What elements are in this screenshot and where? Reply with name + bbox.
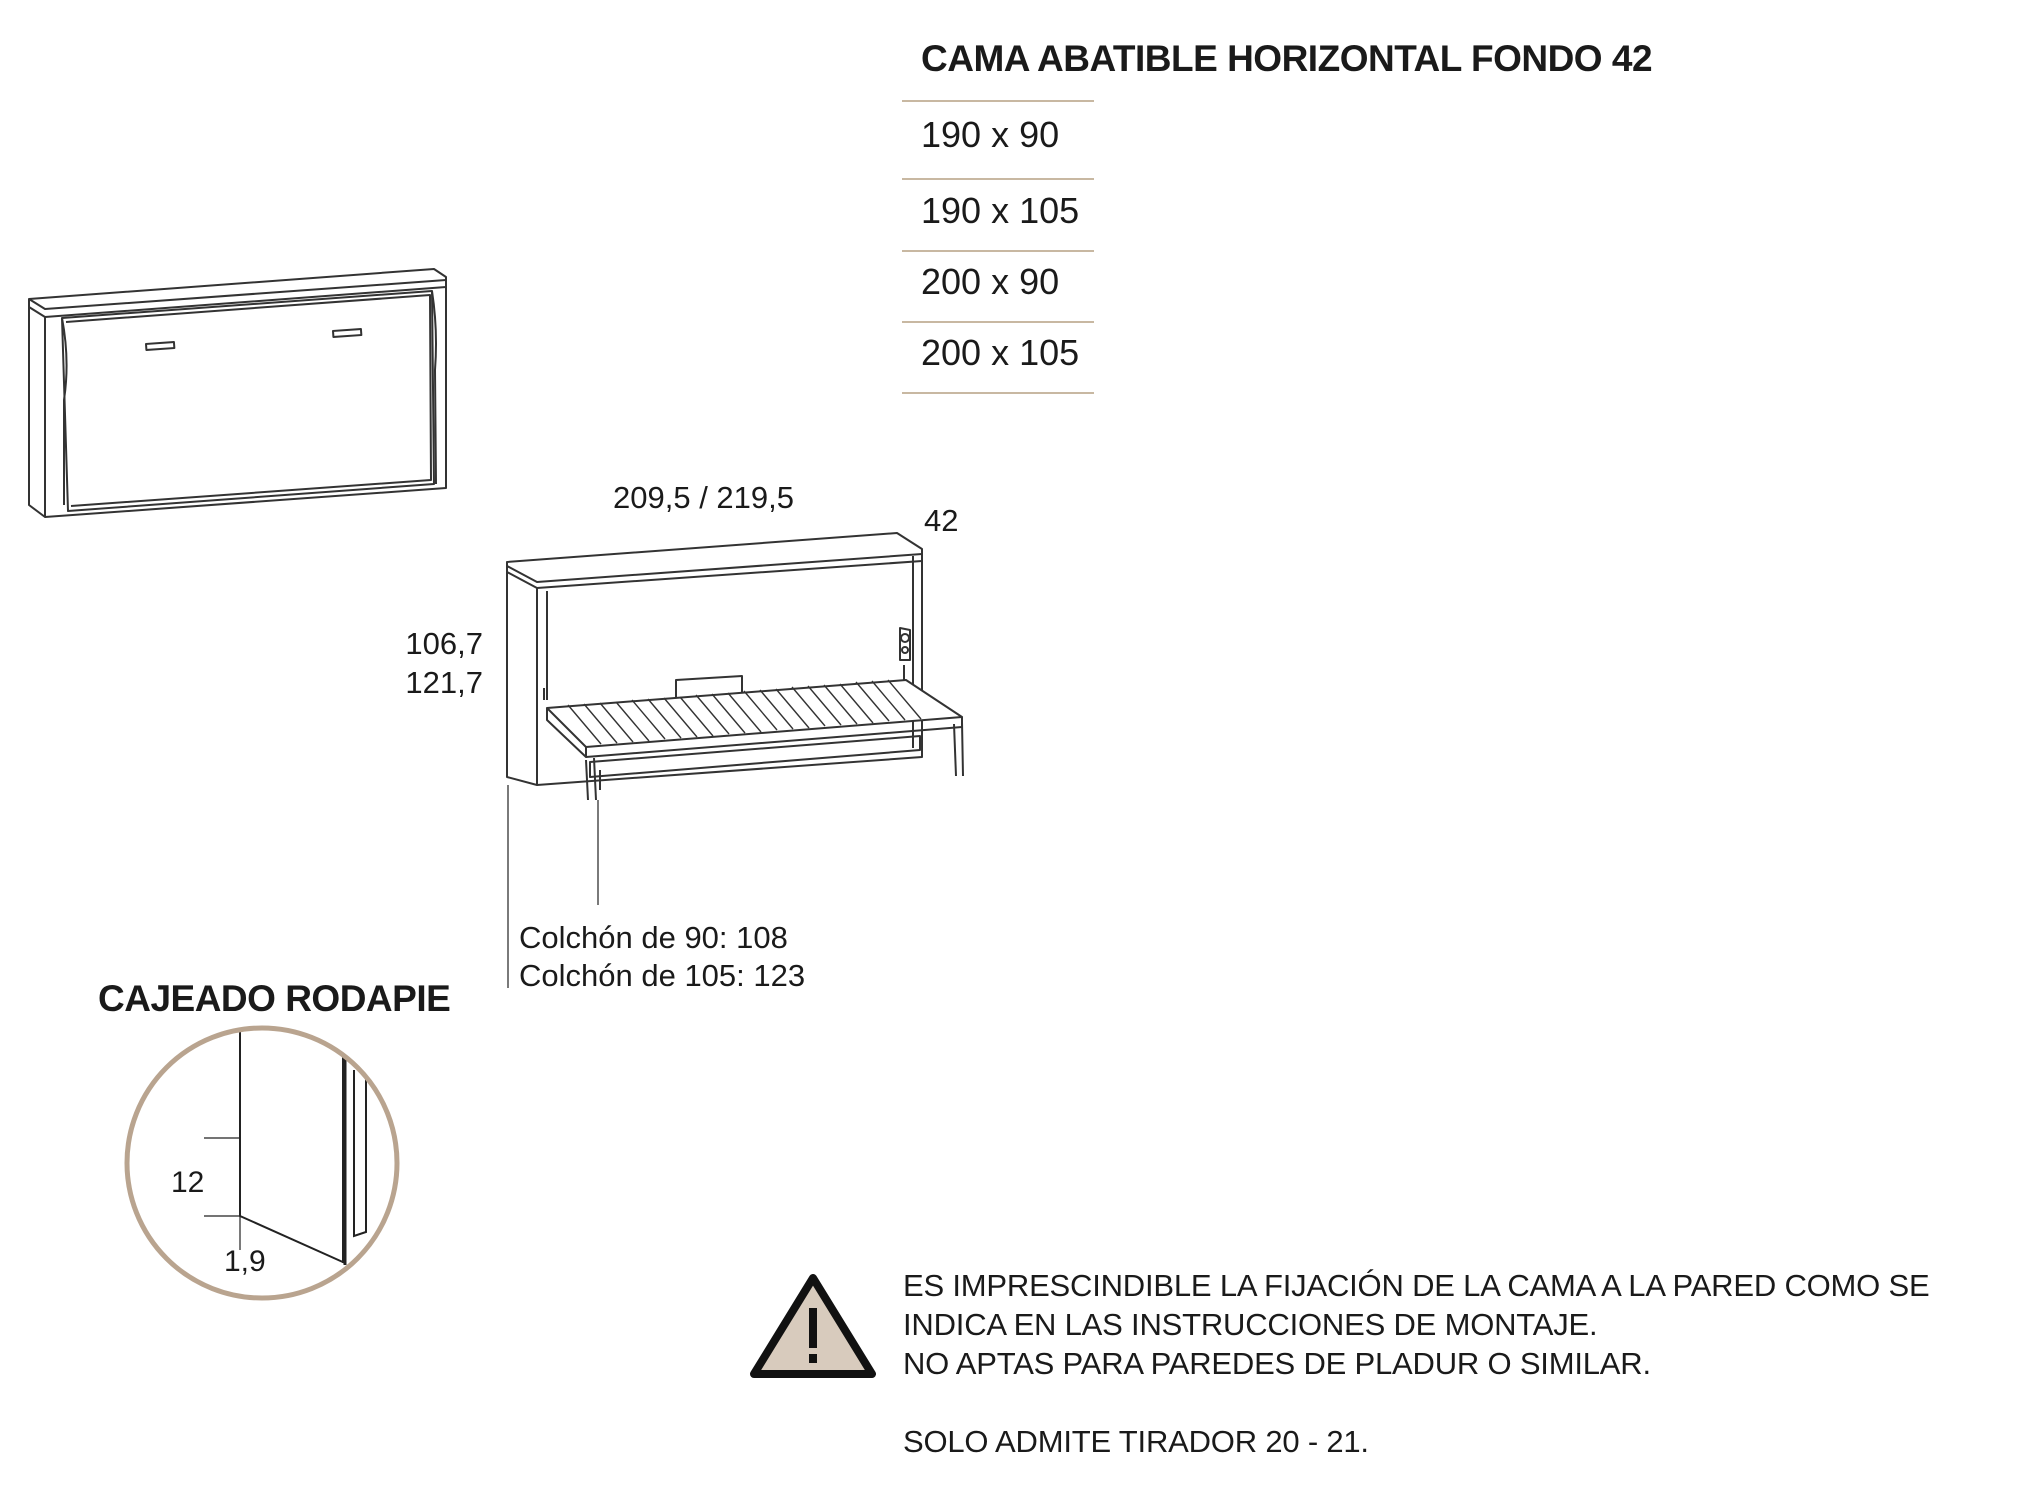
- warning-line-4: SOLO ADMITE TIRADOR 20 - 21.: [903, 1424, 1369, 1459]
- warning-line-1: ES IMPRESCINDIBLE LA FIJACIÓN DE LA CAMA A LA PARED COMO SE: [903, 1268, 1930, 1303]
- size-label: 200 x 90: [921, 261, 1060, 302]
- size-label: 190 x 90: [921, 114, 1060, 155]
- warning-text: [903, 1266, 1929, 1461]
- warning-line-3: NO APTAS PARA PAREDES DE PLADUR O SIMILAR.: [903, 1346, 1651, 1381]
- width-dimension: 209,5 / 219,5: [613, 480, 794, 515]
- product-title: CAMA ABATIBLE HORIZONTAL FONDO 42: [921, 38, 1653, 79]
- warning-line-2: INDICA EN LAS INSTRUCCIONES DE MONTAJE.: [903, 1307, 1598, 1342]
- size-label: 200 x 105: [921, 332, 1080, 373]
- cajeado-title: CAJEADO RODAPIE: [98, 978, 451, 1019]
- mattress-90-dimension: Colchón de 90: 108: [519, 920, 788, 955]
- depth-dimension: 42: [924, 503, 959, 538]
- warning-spacer: [903, 1383, 1929, 1422]
- cajeado-detail-circle: [0, 0, 420, 1320]
- cajeado-height: 12: [171, 1166, 205, 1199]
- mattress-105-dimension: Colchón de 105: 123: [519, 958, 806, 993]
- cajeado-thickness: 1,9: [224, 1245, 266, 1278]
- height-dimension-2: 121,7: [405, 665, 483, 700]
- height-dimension-1: 106,7: [405, 626, 483, 661]
- size-label: 190 x 105: [921, 190, 1080, 231]
- warning-triangle-icon: [748, 1272, 878, 1382]
